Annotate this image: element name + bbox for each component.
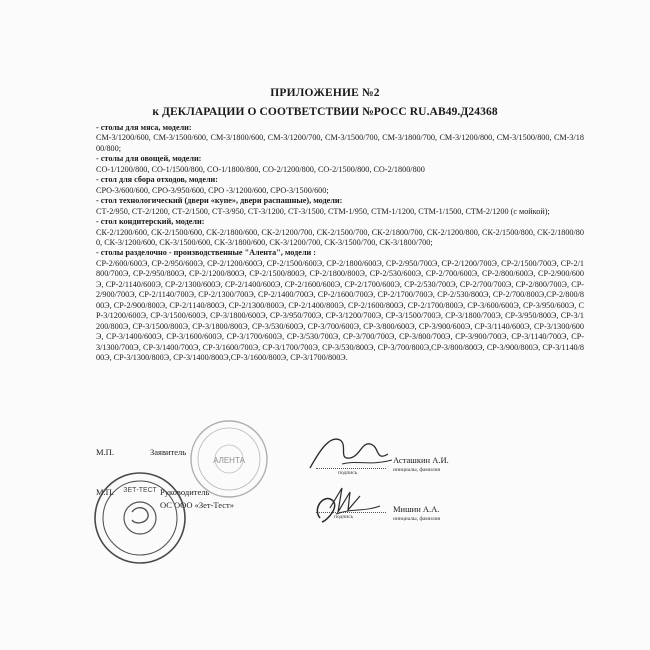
company-stamp: [188, 418, 270, 500]
head-label: Руководитель: [160, 487, 210, 497]
section-meat-tables: [96, 123, 584, 154]
section-header: - стол для сбора отходов, модели:: [96, 175, 218, 185]
section-text: СМ-3/1200/600, СМ-3/1500/600, СМ-3/1800/600, СМ-3/1200/700, СМ-3/1500/700, СМ-3/1800/700, СМ-3/1200/800, СМ-3/1500/800, СМ-3/1800/800;: [96, 133, 584, 153]
mp-label-2: М.П.: [96, 487, 114, 497]
declarant-signature: [300, 430, 400, 475]
declarant-name-caption: инициалы, фамилия: [393, 467, 441, 473]
section-text: СР-2/600/600Э, СР-2/950/600Э, СР-2/1200/600Э, СР-2/1500/600Э, СР-2/1800/600Э, СР-2/950/700Э, СР-2/1200/700Э, СР-2/1500/700Э, СР-2/1800/700Э, СР-2/950/800Э, СР-2/1200/800Э, СР-2/1500/800Э, СР-2/1800/800Э, СР-2/530/600Э, СР-2/700/600Э, СР-2/800/600Э, СР-2/900/600Э, СР-2/1140/600Э, СР-2/1300/600Э, СР-2/1400/600Э, СР-2/1600/600Э, СР-2/1700/600Э, СР-2/530/700Э, СР-2/700/700Э, СР-2/800/700Э, СР-2/900/700Э, СР-2/1140/700Э, СР-2/1300/700Э, СР-2/1400/700Э, СР-2/1600/700Э, СР-2/1700/700Э, СР-2/530/800Э, СР-2/700/800Э,СР-2/800/800Э, СР-2/900/800Э, СР-2/1140/800Э, СР-2/1300/800Э, СР-2/1400/800Э, СР-2/1600/800Э, СР-2/1700/800Э, СР-3/600/600Э, СР-3/950/600Э, СР-3/1200/600Э, СР-3/1500/600Э, СР-3/1800/600Э, СР-3/950/700Э, СР-3/1200/700Э, СР-3/1500/700Э, СР-3/1800/700Э, СР-3/950/800Э, СР-3/1200/800Э, СР-3/1500/800Э, СР-3/1800/800Э, СР-3/530/600Э, СР-3/700/600Э, СР-3/800/600Э, СР-3/900/600Э, СР-3/1140/600Э, СР-3/1300/600Э, СР-3/1400/600Э, СР-3/1600/600Э, СР-3/1700/600Э, СР-3/530/700Э, СР-3/700/700Э, СР-3/800/700Э, СР-3/900/700Э, СР-3/1140/700Э, СР-3/1300/700Э, СР-3/1400/700Э, СР-3/1600/700Э, СР-3/1700/700Э, СР-3/530/800Э, СР-3/700/800Э,СР-3/800/800Э, СР-3/900/800Э, СР-3/1140/800Э, СР-3/1300/800Э, СР-3/1400/800Э,СР-3/1600/800Э, СР-3/1700/800Э.: [96, 258, 584, 362]
section-text: СРО-3/600/600, СРО-3/950/600, СРО -3/1200/600, СРО-3/1500/600;: [96, 185, 329, 195]
signature-caption-1: подпись: [338, 470, 358, 476]
org-label: ОС ООО «Зет-Тест»: [160, 500, 234, 510]
certification-stamp: [92, 470, 188, 566]
head-name: Мишин А.А.: [393, 504, 440, 514]
section-text: СК-2/1200/600, СК-2/1500/600, СК-2/1800/600, СК-2/1200/700, СК-2/1500/700, СК-2/1800/700, СК-2/1200/800, СК-2/1500/800, СК-2/1800/800, СК-3/1200/600, СК-3/1500/600, СК-3/1800/600, СК-3/1200/700, СК-3/1500/700, СК-3/1800/700;: [96, 227, 584, 247]
section-waste-tables: [96, 175, 584, 196]
section-confectionery-tables: [96, 217, 584, 248]
stamp-text-2: ЗЕТ-ТЕСТ: [123, 487, 157, 494]
signature-caption-2: подпись: [334, 514, 354, 520]
section-text: СО-1/1200/800, СО-1/1500/800, СО-1/1800/800, СО-2/1200/800, СО-2/1500/800, СО-2/1800/800: [96, 164, 425, 174]
declarant-label: Заявитель: [150, 447, 187, 457]
document-title: ПРИЛОЖЕНИЕ №2: [270, 87, 380, 99]
mp-label-1: М.П.: [96, 447, 114, 457]
section-cutting-tables: [96, 248, 584, 363]
section-header: - стол технологический (двери «купе», двери распашные), модели:: [96, 196, 343, 206]
head-name-caption: инициалы, фамилия: [393, 516, 441, 522]
section-header: - столы для овощей, модели:: [96, 154, 202, 164]
section-text: СТ-2/950, СТ-2/1200, СТ-2/1500, СТ-3/950, СТ-3/1200, СТ-3/1500, СТМ-1/950, СТМ-1/1200, СТМ-1/1500, СТМ-2/1200 (с мойкой);: [96, 206, 550, 216]
stamp-text-1: АЛЕНТА: [213, 456, 245, 465]
document-subtitle: к ДЕКЛАРАЦИИ О СООТВЕТСТВИИ №РОСС RU.АВ49.Д24368: [152, 106, 498, 118]
section-vegetable-tables: [96, 154, 584, 175]
section-tech-tables: [96, 196, 584, 217]
section-header: - столы для мяса, модели:: [96, 123, 192, 132]
section-header: - столы разделочно - производственные "Алента", модели :: [96, 248, 317, 258]
document-body: [96, 123, 584, 363]
section-header: - стол кондитерский, модели:: [96, 217, 205, 227]
head-signature: [302, 478, 392, 528]
declarant-name: Асташкин А.И.: [393, 455, 449, 465]
